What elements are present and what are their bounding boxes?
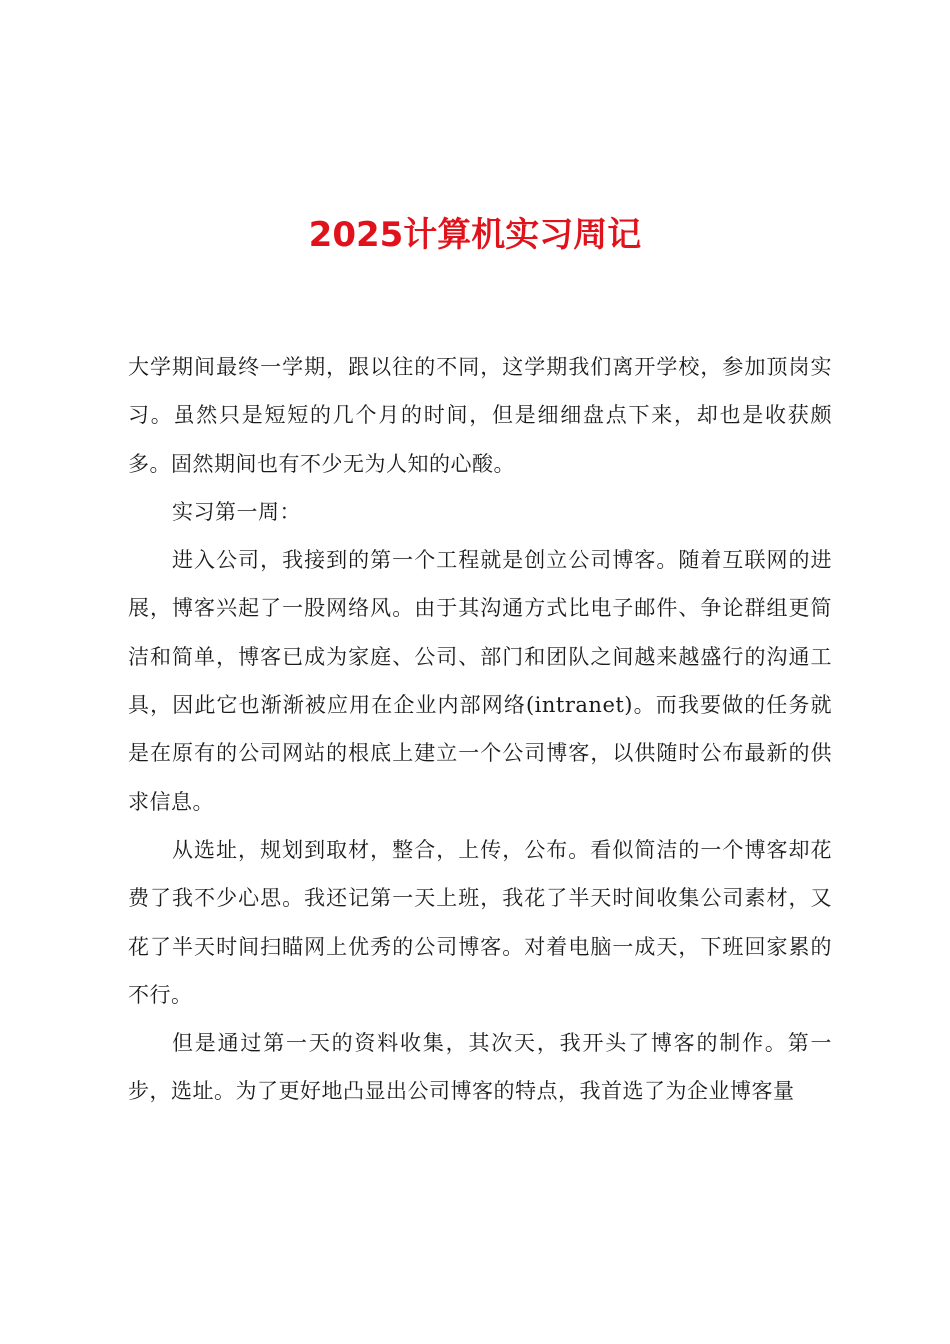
document-body	[128, 343, 832, 1116]
paragraph-blog-project: 进入公司，我接到的第一个工程就是创立公司博客。随着互联网的进展，博客兴起了一股网络风。由于其沟通方式比电子邮件、争论群组更简洁和简单，博客已成为家庭、公司、部门和团队之间越来越盛行的沟通工具，因此它也渐渐被应用在企业内部网络(intranet)。而我要做的任务就是在原有的公司网站的根底上建立一个公司博客，以供随时公布最新的供求信息。	[128, 548, 832, 814]
paragraph-week-heading: 实习第一周：	[172, 499, 301, 524]
paragraph-intro: 大学期间最终一学期，跟以往的不同，这学期我们离开学校，参加顶岗实习。虽然只是短短的几个月的时间，但是细细盘点下来，却也是收获颇多。固然期间也有不少无为人知的心酸。	[128, 355, 832, 476]
paragraph-second-day: 但是通过第一天的资料收集，其次天，我开头了博客的制作。第一步，选址。为了更好地凸显出公司博客的特点，我首选了为企业博客量	[128, 1031, 832, 1104]
paragraph-site-planning: 从选址，规划到取材，整合，上传，公布。看似简洁的一个博客却花费了我不少心思。我还记第一天上班，我花了半天时间收集公司素材，又花了半天时间扫瞄网上优秀的公司博客。对着电脑一成天，下班回家累的不行。	[128, 837, 832, 1007]
page-title: 2025计算机实习周记	[308, 215, 642, 255]
